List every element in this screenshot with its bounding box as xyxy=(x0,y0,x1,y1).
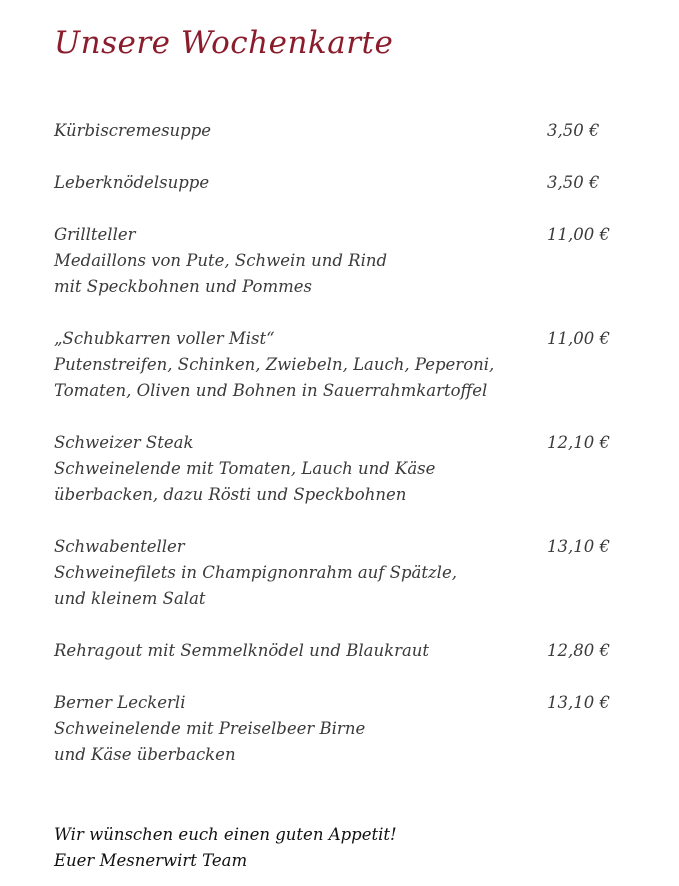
dish-price: 11,00 € xyxy=(547,225,610,244)
closing-signature: Euer Mesnerwirt Team xyxy=(54,851,248,870)
dish-description: Tomaten, Oliven und Bohnen in Sauerrahmkartoffel xyxy=(54,381,488,400)
dish-price: 11,00 € xyxy=(547,329,610,348)
dish-price: 13,10 € xyxy=(547,537,610,556)
menu-list xyxy=(54,118,624,768)
dish-name: Schwabenteller xyxy=(54,537,185,556)
menu-item xyxy=(54,326,624,404)
dish-name: Berner Leckerli xyxy=(54,693,186,712)
dish-price: 12,10 € xyxy=(547,433,610,452)
dish-name: Kürbiscremesuppe xyxy=(54,121,212,140)
menu-item xyxy=(54,690,624,768)
page-title: Unsere Wochenkarte xyxy=(54,25,394,61)
closing-greeting: Wir wünschen euch einen guten Appetit! xyxy=(54,825,397,844)
dish-price: 13,10 € xyxy=(547,693,610,712)
dish-description: Putenstreifen, Schinken, Zwiebeln, Lauch, Peperoni, xyxy=(54,355,495,374)
dish-description: überbacken, dazu Rösti und Speckbohnen xyxy=(54,485,407,504)
dish-description: Medaillons von Pute, Schwein und Rind xyxy=(54,251,388,270)
dish-price: 3,50 € xyxy=(547,173,600,192)
dish-description: Schweinelende mit Preiselbeer Birne xyxy=(54,719,366,738)
dish-name: Grillteller xyxy=(54,225,136,244)
dish-name: Schweizer Steak xyxy=(54,433,194,452)
dish-name: Rehragout mit Semmelknödel und Blaukraut xyxy=(54,641,430,660)
dish-name: Leberknödelsuppe xyxy=(54,173,210,192)
dish-description: und kleinem Salat xyxy=(54,589,206,608)
dish-price: 3,50 € xyxy=(547,121,600,140)
menu-item xyxy=(54,638,624,664)
menu-item xyxy=(54,170,624,196)
dish-description: Schweinelende mit Tomaten, Lauch und Käse xyxy=(54,459,436,478)
menu-item xyxy=(54,118,624,144)
dish-name: „Schubkarren voller Mist“ xyxy=(54,329,275,348)
menu-item xyxy=(54,430,624,508)
menu-item xyxy=(54,222,624,300)
menu-item xyxy=(54,534,624,612)
dish-description: Schweinefilets in Champignonrahm auf Spätzle, xyxy=(54,563,457,582)
dish-price: 12,80 € xyxy=(547,641,610,660)
closing-message xyxy=(54,822,397,874)
dish-description: mit Speckbohnen und Pommes xyxy=(54,277,313,296)
dish-description: und Käse überbacken xyxy=(54,745,236,764)
